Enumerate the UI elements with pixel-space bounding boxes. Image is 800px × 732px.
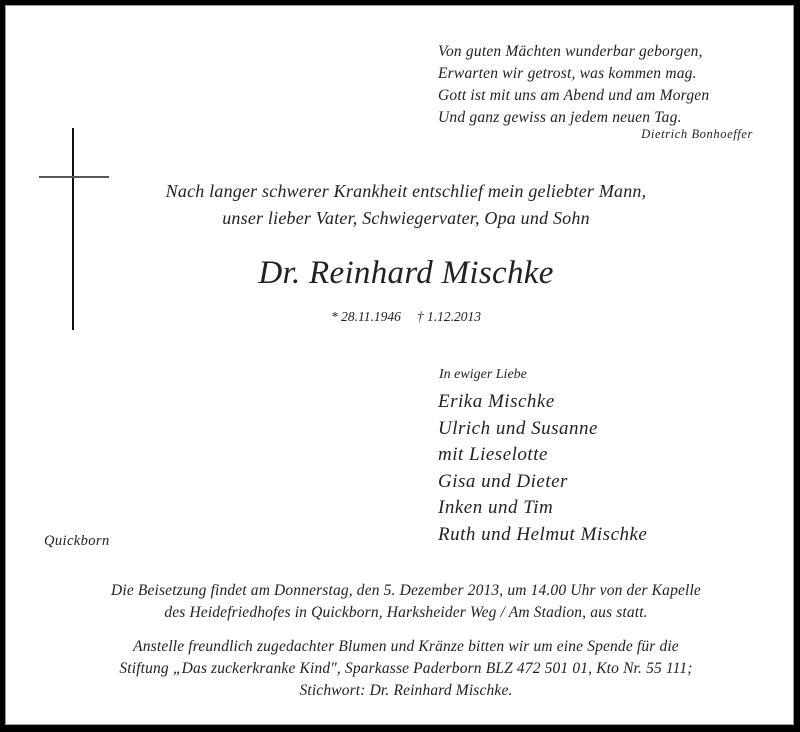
birth-date: * 28.11.1946 <box>331 309 401 324</box>
intro-line: unser lieber Vater, Schwiegervater, Opa und Sohn <box>222 208 590 228</box>
intro-text <box>106 178 706 232</box>
mourner-name: Erika Mischke <box>438 391 555 412</box>
cross-horizontal-bar <box>39 176 109 178</box>
mourners-label: In ewiger Liebe <box>439 367 527 382</box>
deceased-name: Dr. Reinhard Mischke <box>258 255 554 291</box>
donation-line: Stichwort: Dr. Reinhard Mischke. <box>299 682 513 699</box>
mourner-name: Ulrich und Susanne <box>438 417 598 439</box>
mourners-list <box>438 389 647 549</box>
cross-vertical-bar <box>72 128 74 330</box>
poem-line: Von guten Mächten wunderbar geborgen, <box>438 43 703 60</box>
funeral-info <box>6 580 800 624</box>
poem-line: Gott ist mit uns am Abend und am Morgen <box>438 87 710 104</box>
obituary-notice <box>5 5 794 725</box>
intro-line: Nach langer schwerer Krankheit entschlief mein geliebter Mann, <box>165 181 647 201</box>
poem-author: Dietrich Bonhoeffer <box>641 127 753 141</box>
mourner-name: Inken und Tim <box>438 497 554 519</box>
funeral-line: Die Beisetzung findet am Donnerstag, den 5. Dezember 2013, um 14.00 Uhr von der Kapelle <box>111 582 701 599</box>
donation-info <box>6 636 800 702</box>
mourner-name: Ruth und Helmut Mischke <box>438 523 648 545</box>
funeral-line: des Heidefriedhofes in Quickborn, Harksheider Weg / Am Stadion, aus statt. <box>164 604 648 621</box>
donation-line: Stiftung „Das zuckerkranke Kind", Sparkasse Paderborn BLZ 472 501 01, Kto Nr. 55 111; <box>119 660 693 677</box>
death-date: † 1.12.2013 <box>416 309 481 324</box>
poem-quote <box>438 41 709 129</box>
place-name: Quickborn <box>44 533 110 549</box>
mourner-name: Gisa und Dieter <box>438 470 568 492</box>
poem-line: Und ganz gewiss an jedem neuen Tag. <box>438 109 682 126</box>
life-dates <box>6 308 800 326</box>
mourner-name: mit Lieselotte <box>438 444 548 466</box>
donation-line: Anstelle freundlich zugedachter Blumen und Kränze bitten wir um eine Spende für die <box>133 638 679 655</box>
poem-line: Erwarten wir getrost, was kommen mag. <box>438 65 697 82</box>
